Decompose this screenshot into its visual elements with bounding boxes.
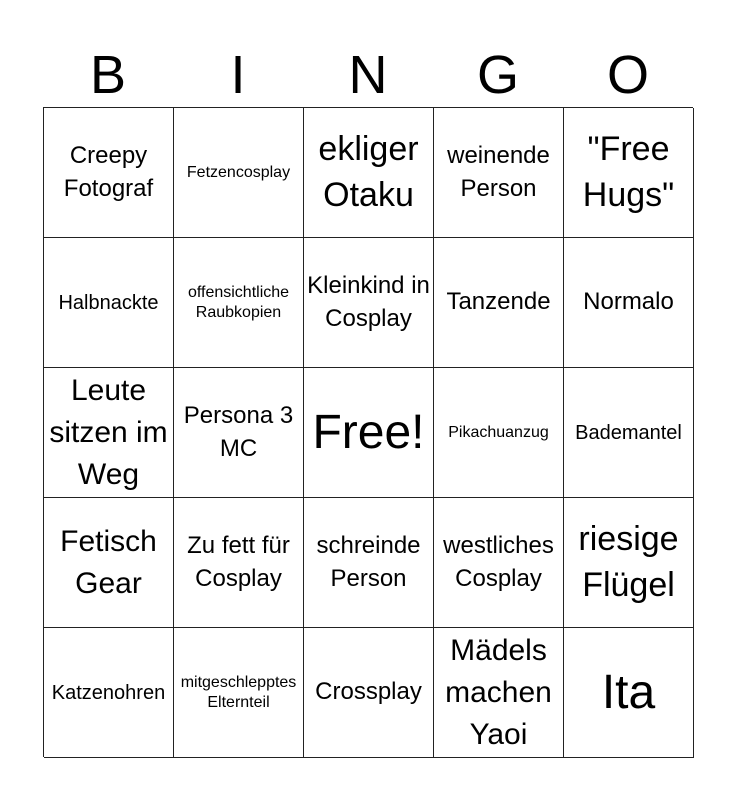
bingo-cell[interactable]: Mädels machen Yaoi xyxy=(434,628,564,758)
bingo-cell[interactable]: Bademantel xyxy=(564,368,694,498)
bingo-cell[interactable]: ekliger Otaku xyxy=(304,108,434,238)
bingo-cell[interactable]: Persona 3 MC xyxy=(174,368,304,498)
free-cell[interactable]: Free! xyxy=(304,368,434,498)
header-letter-n: N xyxy=(348,45,388,105)
bingo-cell[interactable]: Ita xyxy=(564,628,694,758)
bingo-grid xyxy=(43,107,693,757)
bingo-cell[interactable]: Normalo xyxy=(564,238,694,368)
bingo-cell[interactable]: riesige Flügel xyxy=(564,498,694,628)
bingo-cell[interactable]: Tanzende xyxy=(434,238,564,368)
bingo-cell[interactable]: Halbnackte xyxy=(44,238,174,368)
bingo-cell[interactable]: Zu fett für Cosplay xyxy=(174,498,304,628)
bingo-cell[interactable]: Katzenohren xyxy=(44,628,174,758)
bingo-cell[interactable]: schreinde Person xyxy=(304,498,434,628)
header-letter-i: I xyxy=(230,45,246,105)
bingo-cell[interactable]: Crossplay xyxy=(304,628,434,758)
bingo-cell[interactable]: offensichtliche Raubkopien xyxy=(174,238,304,368)
bingo-cell[interactable]: Fetisch Gear xyxy=(44,498,174,628)
bingo-header xyxy=(43,42,693,108)
bingo-cell[interactable]: Creepy Fotograf xyxy=(44,108,174,238)
header-letter-g: G xyxy=(476,45,519,105)
bingo-cell[interactable]: Pikachuanzug xyxy=(434,368,564,498)
bingo-cell[interactable]: westliches Cosplay xyxy=(434,498,564,628)
header-letter-o: O xyxy=(606,45,649,105)
bingo-cell[interactable]: weinende Person xyxy=(434,108,564,238)
bingo-cell[interactable]: Fetzencosplay xyxy=(174,108,304,238)
bingo-cell[interactable]: Kleinkind in Cosplay xyxy=(304,238,434,368)
bingo-cell[interactable]: Leute sitzen im Weg xyxy=(44,368,174,498)
bingo-cell[interactable]: "Free Hugs" xyxy=(564,108,694,238)
bingo-cell[interactable]: mitgeschlepptes Elternteil xyxy=(174,628,304,758)
header-letter-b: B xyxy=(89,45,127,105)
